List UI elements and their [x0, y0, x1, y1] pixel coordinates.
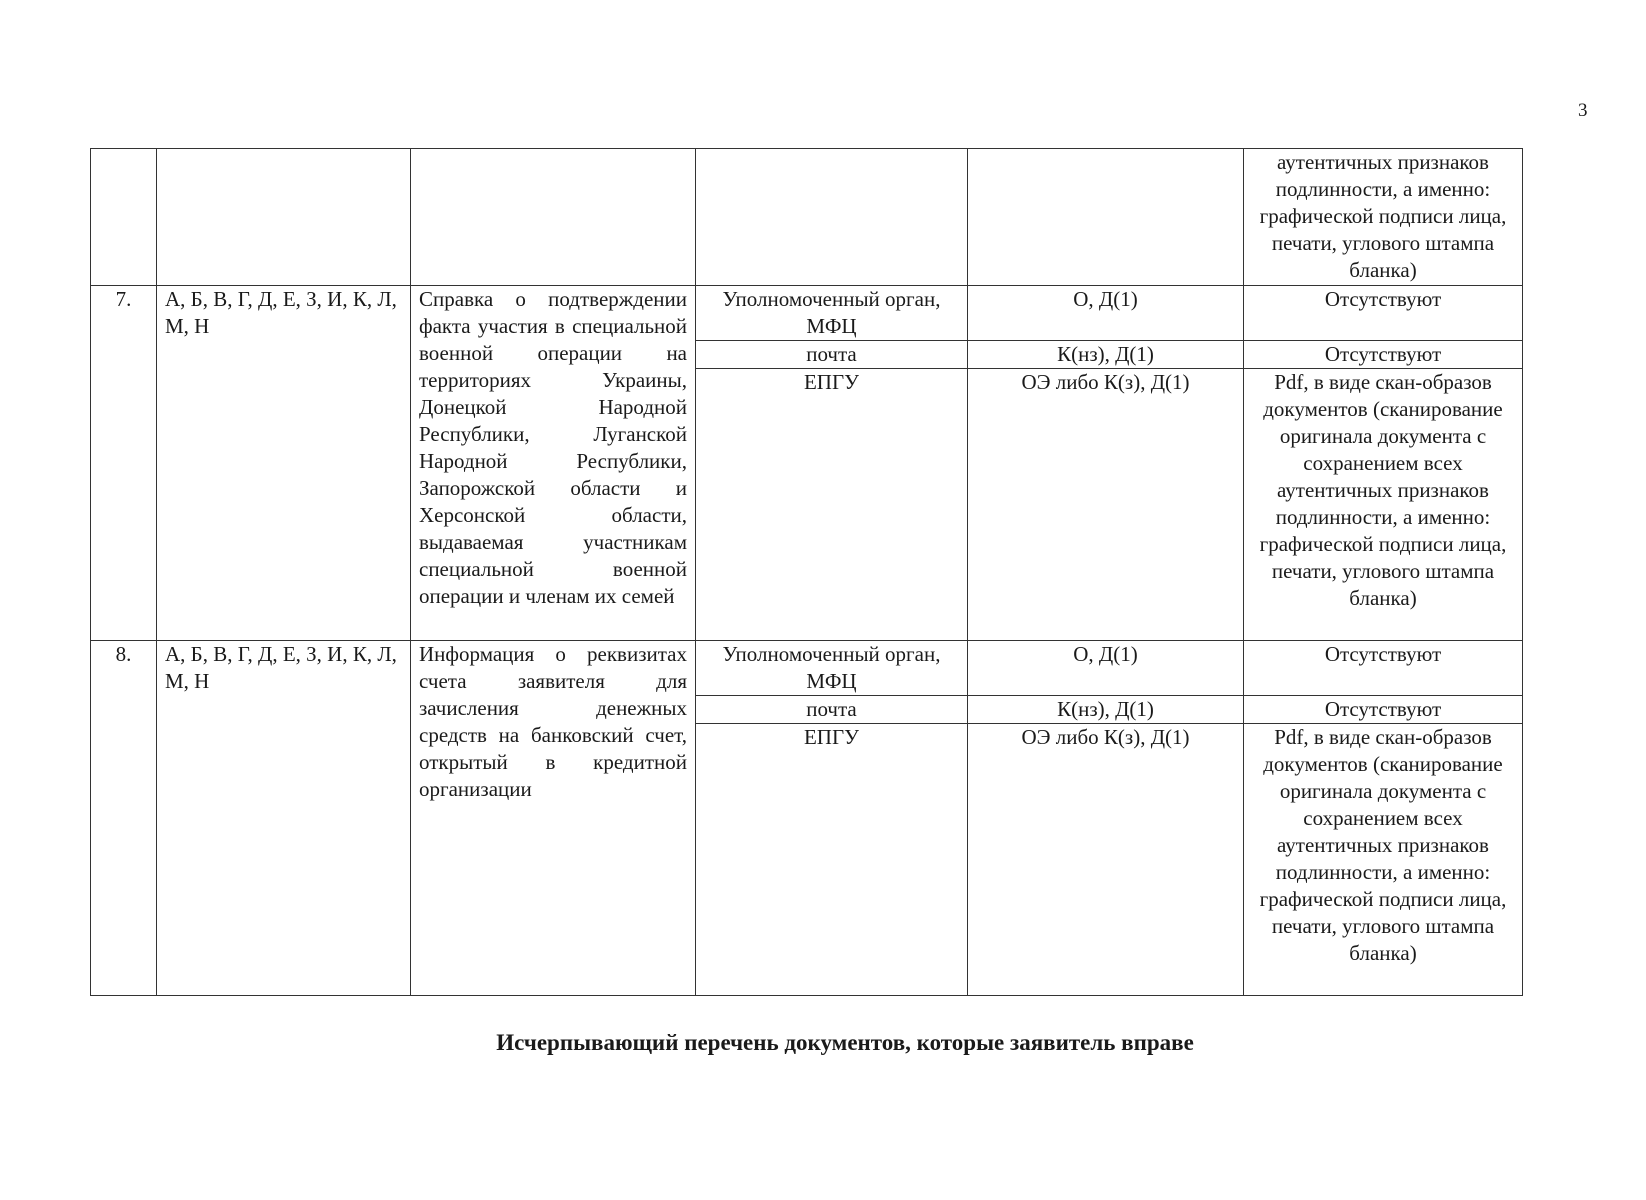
- cell-empty: [411, 149, 696, 286]
- document-requirement: О, Д(1): [968, 641, 1244, 696]
- cell-empty: [968, 149, 1244, 286]
- document-requirement: ОЭ либо К(з), Д(1): [968, 724, 1244, 996]
- document-name: Справка о подтверждении факта участия в специальной военной операции на территориях Украины, Донецкой Народной Республики, Луганской Народной Республики, Запорожской области и Херсонской области, выдаваемая участникам специальной военной операции и членам их семей: [411, 286, 696, 641]
- submission-channel: Уполномоченный орган, МФЦ: [696, 286, 968, 341]
- page-number: 3: [1578, 100, 1588, 121]
- cell-notes: Отсутствуют: [1244, 641, 1523, 696]
- applicant-categories: А, Б, В, Г, Д, Е, З, И, К, Л, М, Н: [157, 641, 411, 996]
- cell-empty: [157, 149, 411, 286]
- table-row: [91, 286, 1523, 341]
- submission-channel: почта: [696, 341, 968, 369]
- document-requirement: О, Д(1): [968, 286, 1244, 341]
- table-row-continuation: [91, 149, 1523, 286]
- cell-empty: [696, 149, 968, 286]
- cell-notes: Отсутствуют: [1244, 696, 1523, 724]
- table-row: [91, 641, 1523, 696]
- cell-notes: Отсутствуют: [1244, 341, 1523, 369]
- section-heading: Исчерпывающий перечень документов, которые заявитель вправе: [496, 1030, 1194, 1055]
- documents-table: [90, 148, 1523, 996]
- applicant-categories: А, Б, В, Г, Д, Е, З, И, К, Л, М, Н: [157, 286, 411, 641]
- submission-channel: почта: [696, 696, 968, 724]
- cell-notes: Pdf, в виде скан-образов документов (сканирование оригинала документа с сохранением всех аутентичных признаков подлинности, а именно: графической подписи лица, печати, углового штампа бланка): [1244, 369, 1523, 641]
- submission-channel: ЕПГУ: [696, 724, 968, 996]
- document-requirement: К(нз), Д(1): [968, 696, 1244, 724]
- row-number: 8.: [91, 641, 157, 996]
- document-requirement: К(нз), Д(1): [968, 341, 1244, 369]
- document-requirement: ОЭ либо К(з), Д(1): [968, 369, 1244, 641]
- submission-channel: ЕПГУ: [696, 369, 968, 641]
- row-number: 7.: [91, 286, 157, 641]
- submission-channel: Уполномоченный орган, МФЦ: [696, 641, 968, 696]
- cell-notes: Pdf, в виде скан-образов документов (сканирование оригинала документа с сохранением всех аутентичных признаков подлинности, а именно: графической подписи лица, печати, углового штампа бланка): [1244, 724, 1523, 996]
- cell-notes: аутентичных признаков подлинности, а именно: графической подписи лица, печати, углового штампа бланка): [1244, 149, 1523, 286]
- document-name: Информация о реквизитах счета заявителя для зачисления денежных средств на банковский счет, открытый в кредитной организации: [411, 641, 696, 996]
- cell-empty: [91, 149, 157, 286]
- cell-notes: Отсутствуют: [1244, 286, 1523, 341]
